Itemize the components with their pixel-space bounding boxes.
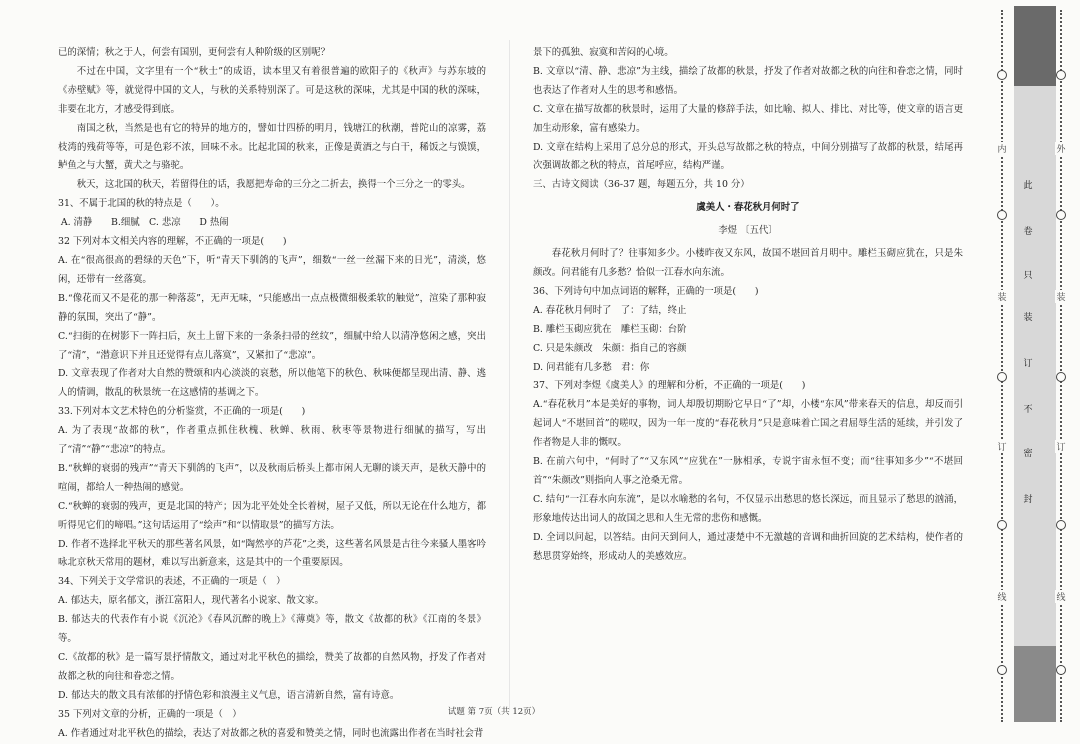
question-37-option-b: B. 在前六句中，“何时了”“又东风”“应犹在”一脉相承，专说宇宙永恒不变；而“往事知多少”“不堪回首”“朱颜改”则指向人事之沧桑无常。 xyxy=(533,456,963,486)
right-column xyxy=(533,44,963,566)
question-32-option-c: C.“扫街的在树影下一阵扫后，灰土上留下来的一条条扫帚的丝纹”，细腻中给人以清净悠闲之感，突出了“清”，“潜意识下并且还觉得有点儿落寞”，又紧扣了“悲凉”。 xyxy=(58,330,486,361)
column-divider xyxy=(509,40,510,710)
question-35-option-c: C. 文章在描写故都的秋景时，运用了大量的修辞手法，如比喻、拟人、排比、对比等，使文章的语言更加生动形象，富有感染力。 xyxy=(533,103,963,134)
question-34-option-b: B. 郁达夫的代表作有小说《沉沦》《春风沉醉的晚上》《薄奠》等，散文《故都的秋》《江南的冬景》等。 xyxy=(58,614,486,645)
question-35-stem: 35 下列对文章的分析，正确的一项是（ ） xyxy=(58,708,242,720)
seal-word: 封 xyxy=(1023,495,1033,505)
seal-word: 只 xyxy=(1023,271,1033,281)
question-36-stem: 36、下列诗句中加点词语的解释，正确的一项是( ) xyxy=(533,285,759,297)
binding-hole-icon xyxy=(1056,520,1066,530)
seal-word: 装 xyxy=(1023,313,1033,323)
inner-label: 装 xyxy=(996,290,1008,303)
inner-dotted-line xyxy=(1001,10,1003,722)
seal-word: 不 xyxy=(1023,405,1033,415)
question-35-option-a-continued: 景下的孤独、寂寞和苦闷的心境。 xyxy=(533,47,674,58)
binding-hole-icon xyxy=(997,70,1007,80)
question-35-option-a: A. 作者通过对北平秋色的描绘，表达了对故都之秋的喜爱和赞美之情，同时也流露出作者在当时社会背 xyxy=(58,727,484,739)
question-32-option-a: A. 在“很高很高的碧绿的天色”下，听“青天下驯鸽的飞声”，细数“一丝一丝漏下来的日光”，清淡，悠闲，还带有一丝落寞。 xyxy=(58,254,486,285)
poem-author: 李煜 〔五代〕 xyxy=(718,225,778,237)
question-32-stem: 32 下列对本文相关内容的理解，不正确的一项是( ) xyxy=(58,236,287,248)
question-34-stem: 34、下列关于文学常识的表述，不正确的一项是（ ） xyxy=(58,576,286,588)
question-33-option-b: B.“秋蝉的衰弱的残声”“青天下驯鸽的飞声”，以及秋雨后桥头上都市闲人无聊的谈天声，是秋天静中的喧闹，都给人一种热闹的感觉。 xyxy=(58,462,486,493)
page-footer: 试题 第 7页（共 12页） xyxy=(447,707,541,717)
outer-label: 订 xyxy=(1055,440,1067,453)
left-column xyxy=(58,44,486,744)
outer-label: 线 xyxy=(1055,590,1067,603)
question-37-stem: 37、下列对李煜《虞美人》的理解和分析，不正确的一项是( ) xyxy=(533,380,806,392)
question-35-option-d: D. 文章在结构上采用了总分总的形式，开头总写故都之秋的特点，中间分别描写了故都的秋景，结尾再次强调故都之秋的特点，首尾呼应，结构严谨。 xyxy=(533,141,963,172)
essay-paragraph: 不过在中国，文字里有一个“秋士”的成语，读本里又有着很普遍的欧阳子的《秋声》与苏东坡的《赤壁赋》等，就觉得中国的文人，与秋的关系特别深了。可是这秋的深味，尤其是中国的秋的深味，非要在北方，才感受得到底。 xyxy=(58,65,486,115)
question-31-options: A. 清静 B.细腻 C. 悲凉 D 热闹 xyxy=(60,217,229,229)
outer-label: 外 xyxy=(1055,142,1067,155)
question-36-option-d: D. 问君能有几多愁 君：你 xyxy=(533,361,650,373)
binding-hole-icon xyxy=(1056,372,1066,382)
essay-paragraph: 秋天，这北国的秋天，若留得住的话，我愿把寿命的三分之二折去，换得一个三分之一的零头。 xyxy=(76,179,471,191)
binding-hole-icon xyxy=(997,665,1007,675)
question-36-option-b: B. 雕栏玉砌应犹在 雕栏玉砌：台阶 xyxy=(533,323,687,335)
binding-strip xyxy=(994,0,1080,732)
inner-label: 线 xyxy=(996,590,1008,603)
question-37-option-d: D. 全词以问起，以答结。由问天到问人，通过凄楚中不无激越的音调和曲折回旋的艺术结构，使作者的愁思贯穿始终，形成动人的美感效应。 xyxy=(533,531,963,562)
question-37-option-c: C. 结句“一江春水向东流”，是以水喻愁的名句，不仅显示出愁思的悠长深远，而且显示了愁思的汹涌，形象地传达出词人的故国之思和人生无常的悲伤和感慨。 xyxy=(533,493,963,524)
seal-word: 密 xyxy=(1023,449,1033,459)
question-34-option-a: A. 郁达夫，原名郁文，浙江富阳人，现代著名小说家、散文家。 xyxy=(58,595,324,607)
question-33-option-d: D. 作者不选择北平秋天的那些著名风景，如“陶然亭的芦花”之类，这些著名风景是古往今来骚人墨客吟咏北京秋天常用的题材，难以写出新意来，这是其中的一个重要原因。 xyxy=(58,538,486,569)
outer-label: 装 xyxy=(1055,290,1067,303)
question-33-option-a: A. 为了表现“故都的秋”，作者重点抓住秋槐、秋蝉、秋雨、秋枣等景物进行细腻的描写，写出了“清”“静”“悲凉”的特点。 xyxy=(58,425,486,456)
question-36-option-a: A. 春花秋月何时了 了：了结，终止 xyxy=(533,304,687,316)
question-32-option-d: D. 文章表现了作者对大自然的赞颂和内心淡淡的哀愁，所以他笔下的秋色、秋味便都呈现出清、静、逃人的情调，散乱的秋景统一在这感情的基调之下。 xyxy=(58,368,486,399)
binding-hole-icon xyxy=(1056,70,1066,80)
seal-word: 订 xyxy=(1023,359,1033,369)
section-3-heading: 三、古诗文阅读（36-37 题，每题五分，共 10 分） xyxy=(533,179,750,191)
question-35-option-b: B. 文章以“清、静、悲凉”为主线，描绘了故都的秋景，抒发了作者对故都之秋的向往和眷恋之情，同时也表达了作者对人生的思考和感悟。 xyxy=(533,65,963,96)
poem-title: 虞美人・春花秋月何时了 xyxy=(696,202,800,214)
poem-text: 春花秋月何时了？往事知多少。小楼昨夜又东风，故国不堪回首月明中。雕栏玉砌应犹在，只是朱颜改。问君能有几多愁？恰似一江春水向东流。 xyxy=(533,248,963,278)
binding-hole-icon xyxy=(997,520,1007,530)
binding-hole-icon xyxy=(997,210,1007,220)
essay-paragraph: 南国之秋，当然是也有它的特异的地方的，譬如廿四桥的明月，钱塘江的秋潮，普陀山的凉雾，荔枝湾的残荷等等，可是色彩不浓，回味不永。比起北国的秋来，正像是黄酒之与白干，稀饭之与馍馍，鲈鱼之与大蟹，黄犬之与骆驼。 xyxy=(58,122,486,172)
inner-label: 订 xyxy=(996,440,1008,453)
binding-hole-icon xyxy=(1056,665,1066,675)
question-37-option-a: A.“春花秋月”本是美好的事物，词人却殷切期盼它早日“了”却，小楼“东风”带来春天的信息，却反而引起词人“不堪回首”的嗟叹，因为一年一度的“春花秋月”只是意味着亡国之君屈辱生活的延续，并引发了作者物是人非的慨叹。 xyxy=(533,399,963,449)
seal-word: 卷 xyxy=(1023,227,1033,237)
question-34-option-c: C.《故都的秋》是一篇写景抒情散文，通过对北平秋色的描绘，赞美了故都的自然风物，抒发了作者对故都之秋的向往和眷恋之情。 xyxy=(58,652,486,682)
seal-word: 此 xyxy=(1023,181,1033,191)
essay-paragraph: 已的深情；秋之于人，何尝有国别，更何尝有人种阶级的区别呢？ xyxy=(58,47,330,58)
question-32-option-b: B.“像花而又不是花的那一种落蕊”，无声无味，“只能感出一点点极微细极柔软的触觉”，渲染了那种寂静的氛围，突出了“静”。 xyxy=(58,292,486,323)
binding-hole-icon xyxy=(997,372,1007,382)
outer-dotted-line xyxy=(1060,10,1062,722)
question-31-stem: 31、不属于北国的秋的特点是（ ）。 xyxy=(58,198,225,210)
binding-hole-icon xyxy=(1056,210,1066,220)
question-34-option-d: D. 郁达夫的散文具有浓郁的抒情色彩和浪漫主义气息，语言清新自然，富有诗意。 xyxy=(58,689,400,701)
inner-label: 内 xyxy=(996,142,1008,155)
question-33-stem: 33.下列对本文艺术特色的分析鉴赏，不正确的一项是( ) xyxy=(58,406,306,418)
question-33-option-c: C.“秋蝉的衰弱的残声，更是北国的特产；因为北平处处全长着树，屋子又低，所以无论在什么地方，都听得见它们的啼唱。”这句话运用了“绘声”和“以情取景”的描写方法。 xyxy=(58,500,486,531)
question-36-option-c: C. 只是朱颜改 朱颜：指自己的容颜 xyxy=(533,342,687,354)
